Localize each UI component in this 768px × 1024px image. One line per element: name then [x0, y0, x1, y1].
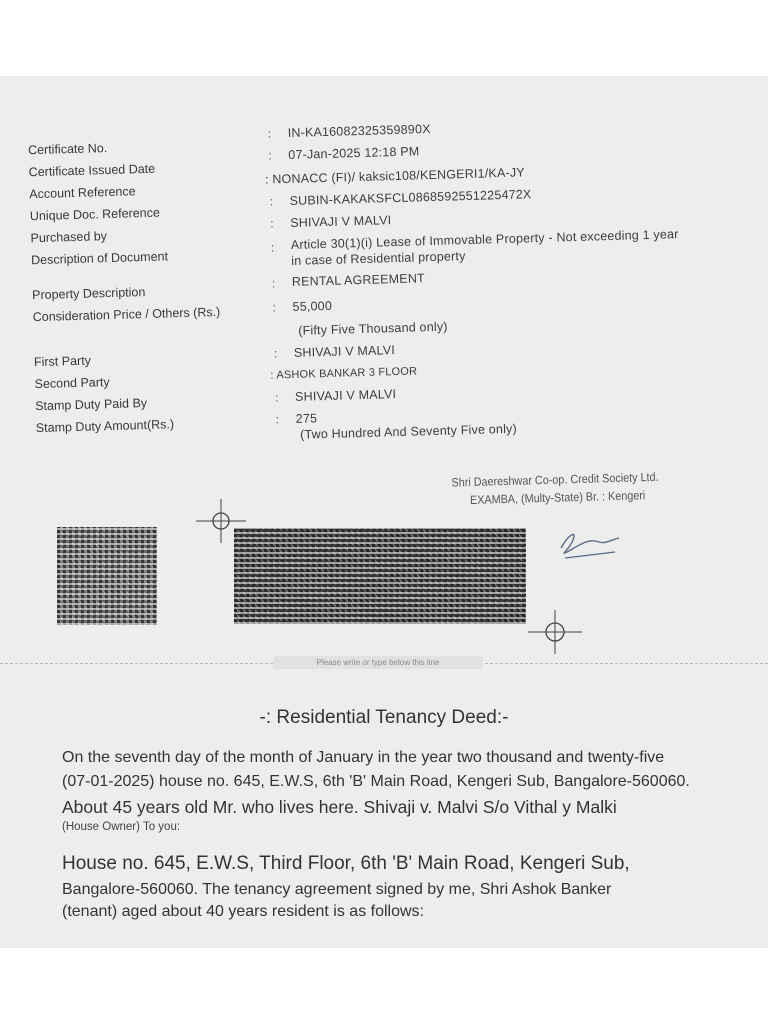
deed-paragraph-line: Bangalore-560060. The tenancy agreement signed by me, Shri Ashok Banker [62, 881, 612, 898]
deed-paragraph-line: (tenant) aged about 40 years resident is as follows: [62, 903, 424, 920]
value-description-line1: Article 30(1)(i) Lease of Immovable Property - Not exceeding 1 year [290, 227, 679, 252]
redacted-barcode [234, 528, 526, 624]
value-issued-date: 07-Jan-2025 12:18 PM [288, 144, 420, 162]
separator: : [271, 276, 276, 291]
deed-paragraph-line: (07-01-2025) house no. 645, E.W.S, 6th 'B' Main Road, Kengeri Sub, Bangalore-560060. [62, 773, 690, 790]
value-unique-doc-reference: SUBIN-KAKAKSFCL0868592551225472X [289, 187, 532, 208]
separator: : [275, 412, 280, 427]
separator: : [270, 240, 275, 255]
separator: : [270, 216, 274, 231]
issuer-branch: EXAMBA, (Multy-State) Br. : Kengeri [469, 488, 646, 508]
separator: : [267, 126, 272, 141]
stamp-paper [0, 76, 768, 948]
divider-note: Please write or type below this line [273, 656, 483, 669]
value-purchased-by: SHIVAJI V MALVI [290, 213, 392, 230]
issuer-name: Shri Daereshwar Co-op. Credit Society Ltd. [451, 469, 659, 490]
deed-paragraph-line: On the seventh day of the month of January in the year two thousand and twenty-five [62, 749, 665, 766]
separator: : [272, 300, 277, 315]
label-first-party: First Party [33, 353, 92, 370]
deed-title: -: Residential Tenancy Deed:- [259, 707, 509, 728]
label-stamp-duty-amount: Stamp Duty Amount(Rs.) [35, 417, 175, 436]
qr-code [57, 527, 157, 625]
value-stamp-duty-paid-by: SHIVAJI V MALVI [294, 387, 397, 404]
value-stamp-duty-amount: 275 [295, 411, 318, 426]
label-account-reference: Account Reference [29, 184, 136, 202]
label-purchased-by: Purchased by [30, 229, 108, 246]
value-second-party: : ASHOK BANKAR 3 FLOOR [270, 365, 418, 382]
value-description-line2: in case of Residential property [291, 249, 466, 268]
label-second-party: Second Party [34, 375, 110, 392]
value-first-party: SHIVAJI V MALVI [293, 343, 396, 360]
label-unique-doc-reference: Unique Doc. Reference [29, 205, 161, 224]
registration-mark-icon [528, 610, 582, 654]
value-stamp-duty-words: (Two Hundred And Seventy Five only) [299, 421, 518, 442]
value-consideration-price: 55,000 [292, 298, 333, 314]
label-consideration-price: Consideration Price / Others (Rs.) [32, 304, 221, 325]
separator: : [274, 390, 279, 405]
deed-paragraph-subline: (House Owner) To you: [62, 821, 181, 833]
value-consideration-words: (Fifty Five Thousand only) [298, 319, 448, 338]
label-property-description: Property Description [31, 285, 146, 303]
deed-paragraph-line: About 45 years old Mr. who lives here. Shivaji v. Malvi S/o Vithal y Malki [62, 797, 617, 817]
value-certificate-no: IN-KA16082325359890X [287, 121, 431, 140]
separator: : [273, 346, 278, 361]
label-certificate-no: Certificate No. [27, 141, 108, 158]
deed-paragraph-line: House no. 645, E.W.S, Third Floor, 6th 'B' Main Road, Kengeri Sub, [62, 853, 630, 874]
value-property-description: RENTAL AGREEMENT [291, 271, 426, 289]
label-stamp-duty-paid-by: Stamp Duty Paid By [35, 396, 148, 414]
separator: : [268, 148, 272, 163]
value-account-reference: : NONACC (FI)/ kaksic108/KENGERI1/KA-JY [264, 165, 526, 187]
label-description-of-document: Description of Document [30, 249, 169, 268]
label-issued-date: Certificate Issued Date [28, 161, 156, 180]
signature [555, 526, 625, 566]
separator: : [269, 194, 274, 209]
